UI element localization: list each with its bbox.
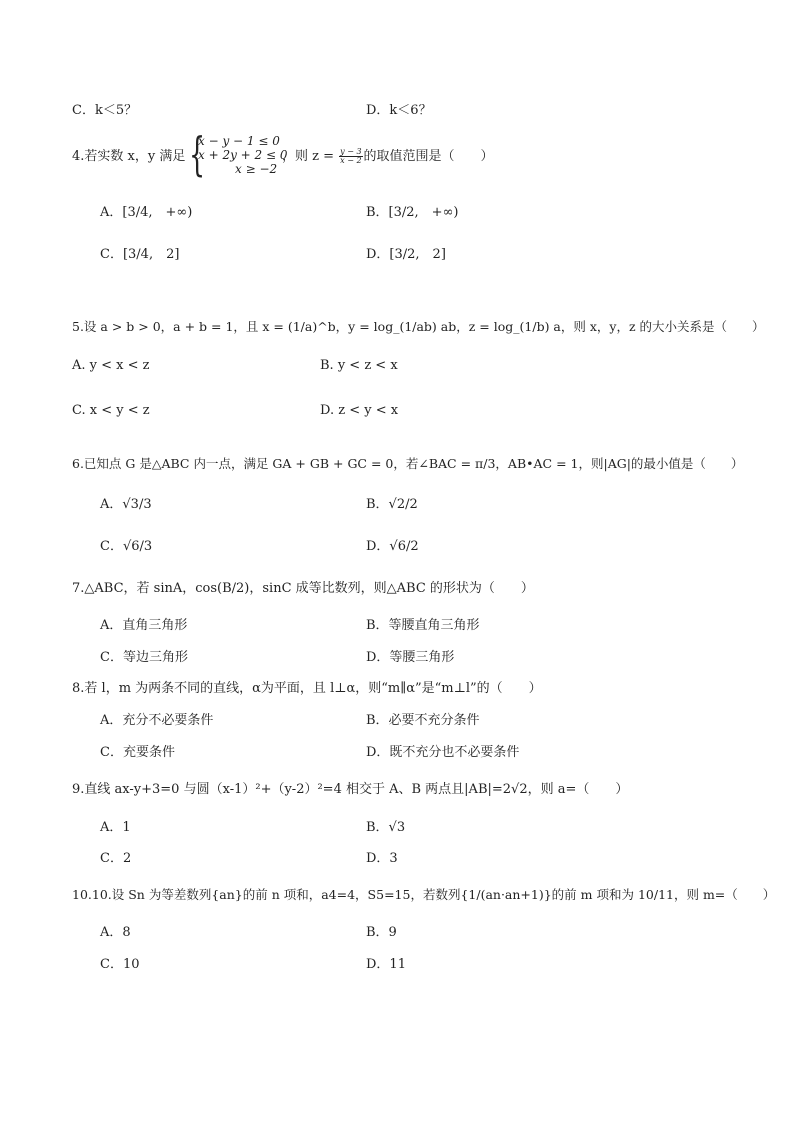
q4-option-c: C．[3/4, 2] [100,247,180,262]
q10-option-d: D．11 [366,957,406,972]
q8-option-c: C．充要条件 [100,745,175,760]
q6-option-d: D．√6/2 [366,539,419,554]
q3-option-d: D．k＜6？ [366,103,432,118]
q4-frac-num: y − 3 [340,147,362,156]
q8-option-d: D．既不充分也不必要条件 [366,745,520,760]
brace-symbol: { [189,127,206,181]
q7-option-a: A．直角三角形 [100,618,188,633]
q4-ineq-1: x − y − 1 ≤ 0 [198,134,280,148]
q5-option-b: B. y < z < x [320,358,398,373]
q5-option-a: A. y < x < z [72,358,150,373]
q7-option-d: D．等腰三角形 [366,650,455,665]
q4-stem-rest [282,148,494,166]
q10-option-c: C．10 [100,957,140,972]
q5-option-c: C. x < y < z [72,403,150,418]
q5-option-d: D. z < y < x [320,403,399,418]
q6-stem: 6.已知点 G 是△ABC 内一点，满足 GA + GB + GC = 0，若∠BAC = π/3，AB•AC = 1，则|AG|的最小值是（ ） [72,456,744,471]
q4-suffix: 的取值范围是（ ） [363,149,494,164]
q4-inequality-system [189,127,289,181]
q4-option-b: B．[3/2, +∞) [366,205,459,220]
q4-ineq-2: x + 2y + 2 ≤ 0 [198,148,288,162]
q9-option-d: D．3 [366,851,398,866]
q9-option-c: C．2 [100,851,132,866]
q3-option-c: C．k＜5？ [72,103,138,118]
q5-stem: 5.设 a > b > 0，a + b = 1，且 x = (1/a)^b，y = log_(1/ab) ab，z = log_(1/b) a，则 x，y，z 的大小关系是（ ） [72,319,765,334]
q10-stem: 10.10.设 Sn 为等差数列{an}的前 n 项和，a4=4，S5=15，若数列{1/(an·an+1)}的前 m 项和为 10/11，则 m=（ ） [72,887,776,902]
q7-option-c: C．等边三角形 [100,650,188,665]
q7-stem: 7.△ABC，若 sinA，cos(B/2)，sinC 成等比数列，则△ABC 的形状为（ ） [72,581,534,596]
q7-option-b: B．等腰直角三角形 [366,618,480,633]
q4-option-a: A．[3/4, +∞) [100,205,193,220]
q8-option-a: A．充分不必要条件 [100,713,214,728]
q10-option-b: B．9 [366,925,397,940]
q9-option-b: B．√3 [366,820,406,835]
q9-option-a: A．1 [100,820,131,835]
q4-ineq-3: x ≥ −2 [235,162,278,176]
q8-stem: 8.若 l，m 为两条不同的直线，α为平面，且 l⊥α，则“m∥α”是“m⊥l”的（ ） [72,681,542,696]
q8-option-b: B．必要不充分条件 [366,713,480,728]
q6-option-c: C．√6/3 [100,539,153,554]
q10-option-a: A．8 [100,925,131,940]
q6-option-b: B．√2/2 [366,497,418,512]
q4-frac-den: x − 2 [340,156,362,165]
q4-mid: ，则 z = [282,149,339,164]
q4-stem-prefix: 4.若实数 x，y 满足 [72,149,186,164]
q4-option-d: D．[3/2, 2] [366,247,446,262]
q9-stem: 9.直线 ax-y+3=0 与圆（x-1）²+（y-2）²=4 相交于 A、B 两点且|AB|=2√2，则 a=（ ） [72,782,629,797]
q6-option-a: A．√3/3 [100,497,152,512]
